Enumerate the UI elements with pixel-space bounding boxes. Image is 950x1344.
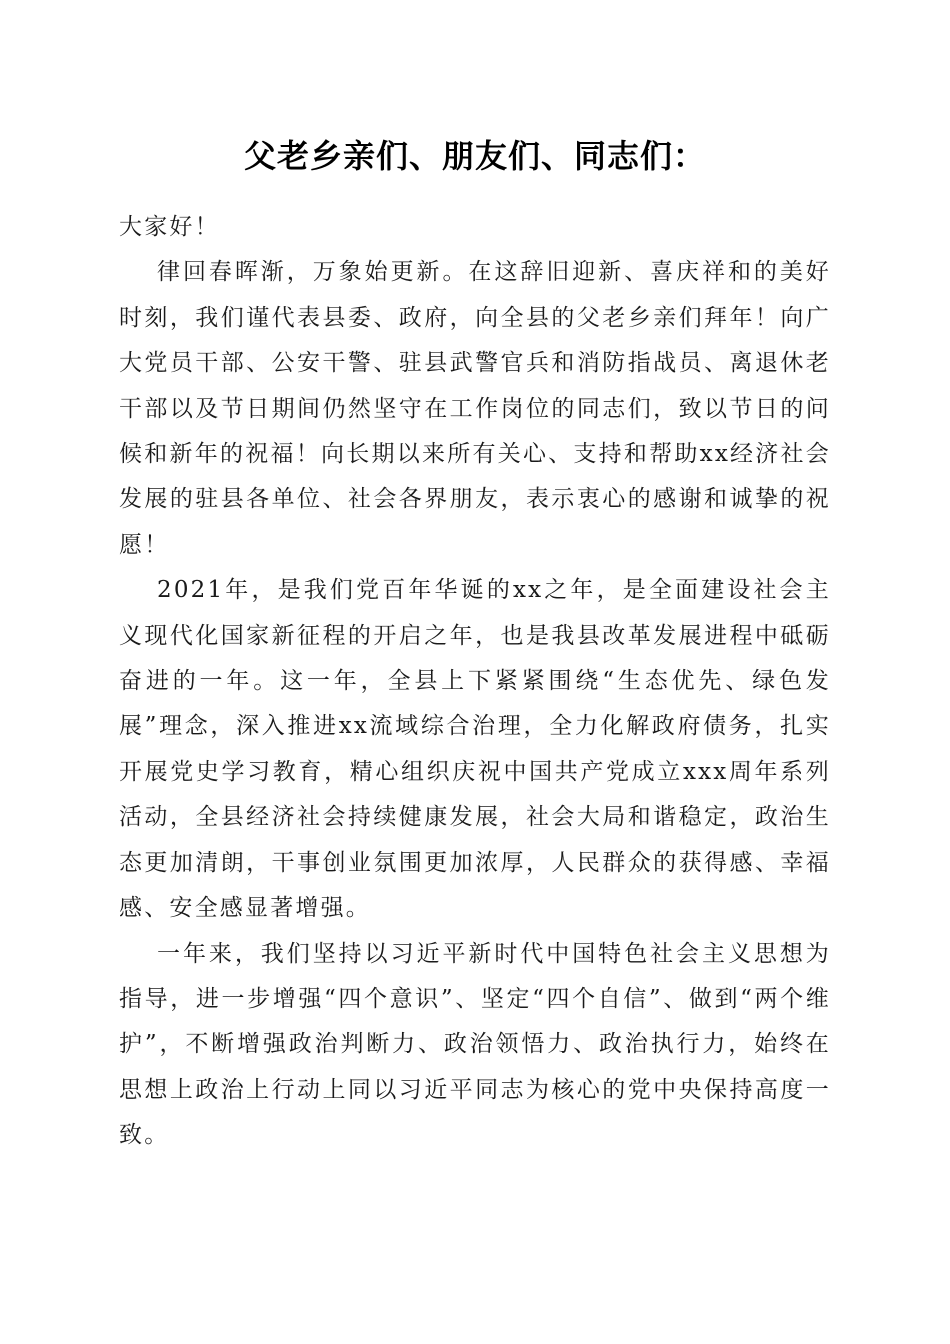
document-title: 父老乡亲们、朋友们、同志们： [243,137,706,175]
greeting-line: 大家好！ [119,214,220,240]
paragraph-1: 律回春晖渐，万象始更新。在这辞旧迎新、喜庆祥和的美好时刻，我们谨代表县委、政府，向全县的父老乡亲们拜年！向广大党员干部、公安干警、驻县武警官兵和消防指战员、离退休老干部以及节日期间仍然坚守在工作岗位的同志们，致以节日的问候和新年的祝福！向长期以来所有关心、支持和帮助xx经济社会发展的驻县各单位、社会各界朋友，表示衷心的感谢和诚挚的祝愿！ [119,259,831,558]
paragraph-3: 一年来，我们坚持以习近平新时代中国特色社会主义思想为指导，进一步增强“四个意识”、坚定“四个自信”、做到“两个维护”，不断增强政治判断力、政治领悟力、政治执行力，始终在思想上政治上行动上同以习近平同志为核心的党中央保持高度一致。 [119,940,831,1149]
document-body [119,205,831,1159]
paragraph-2: 2021年，是我们党百年华诞的xx之年，是全面建设社会主义现代化国家新征程的开启之年，也是我县改革发展进程中砥砺奋进的一年。这一年，全县上下紧紧围绕“生态优先、绿色发展”理念，深入推进xx流域综合治理，全力化解政府债务，扎实开展党史学习教育，精心组织庆祝中国共产党成立xxx周年系列活动，全县经济社会持续健康发展，社会大局和谐稳定，政治生态更加清朗，干事创业氛围更加浓厚，人民群众的获得感、幸福感、安全感显著增强。 [119,577,831,922]
